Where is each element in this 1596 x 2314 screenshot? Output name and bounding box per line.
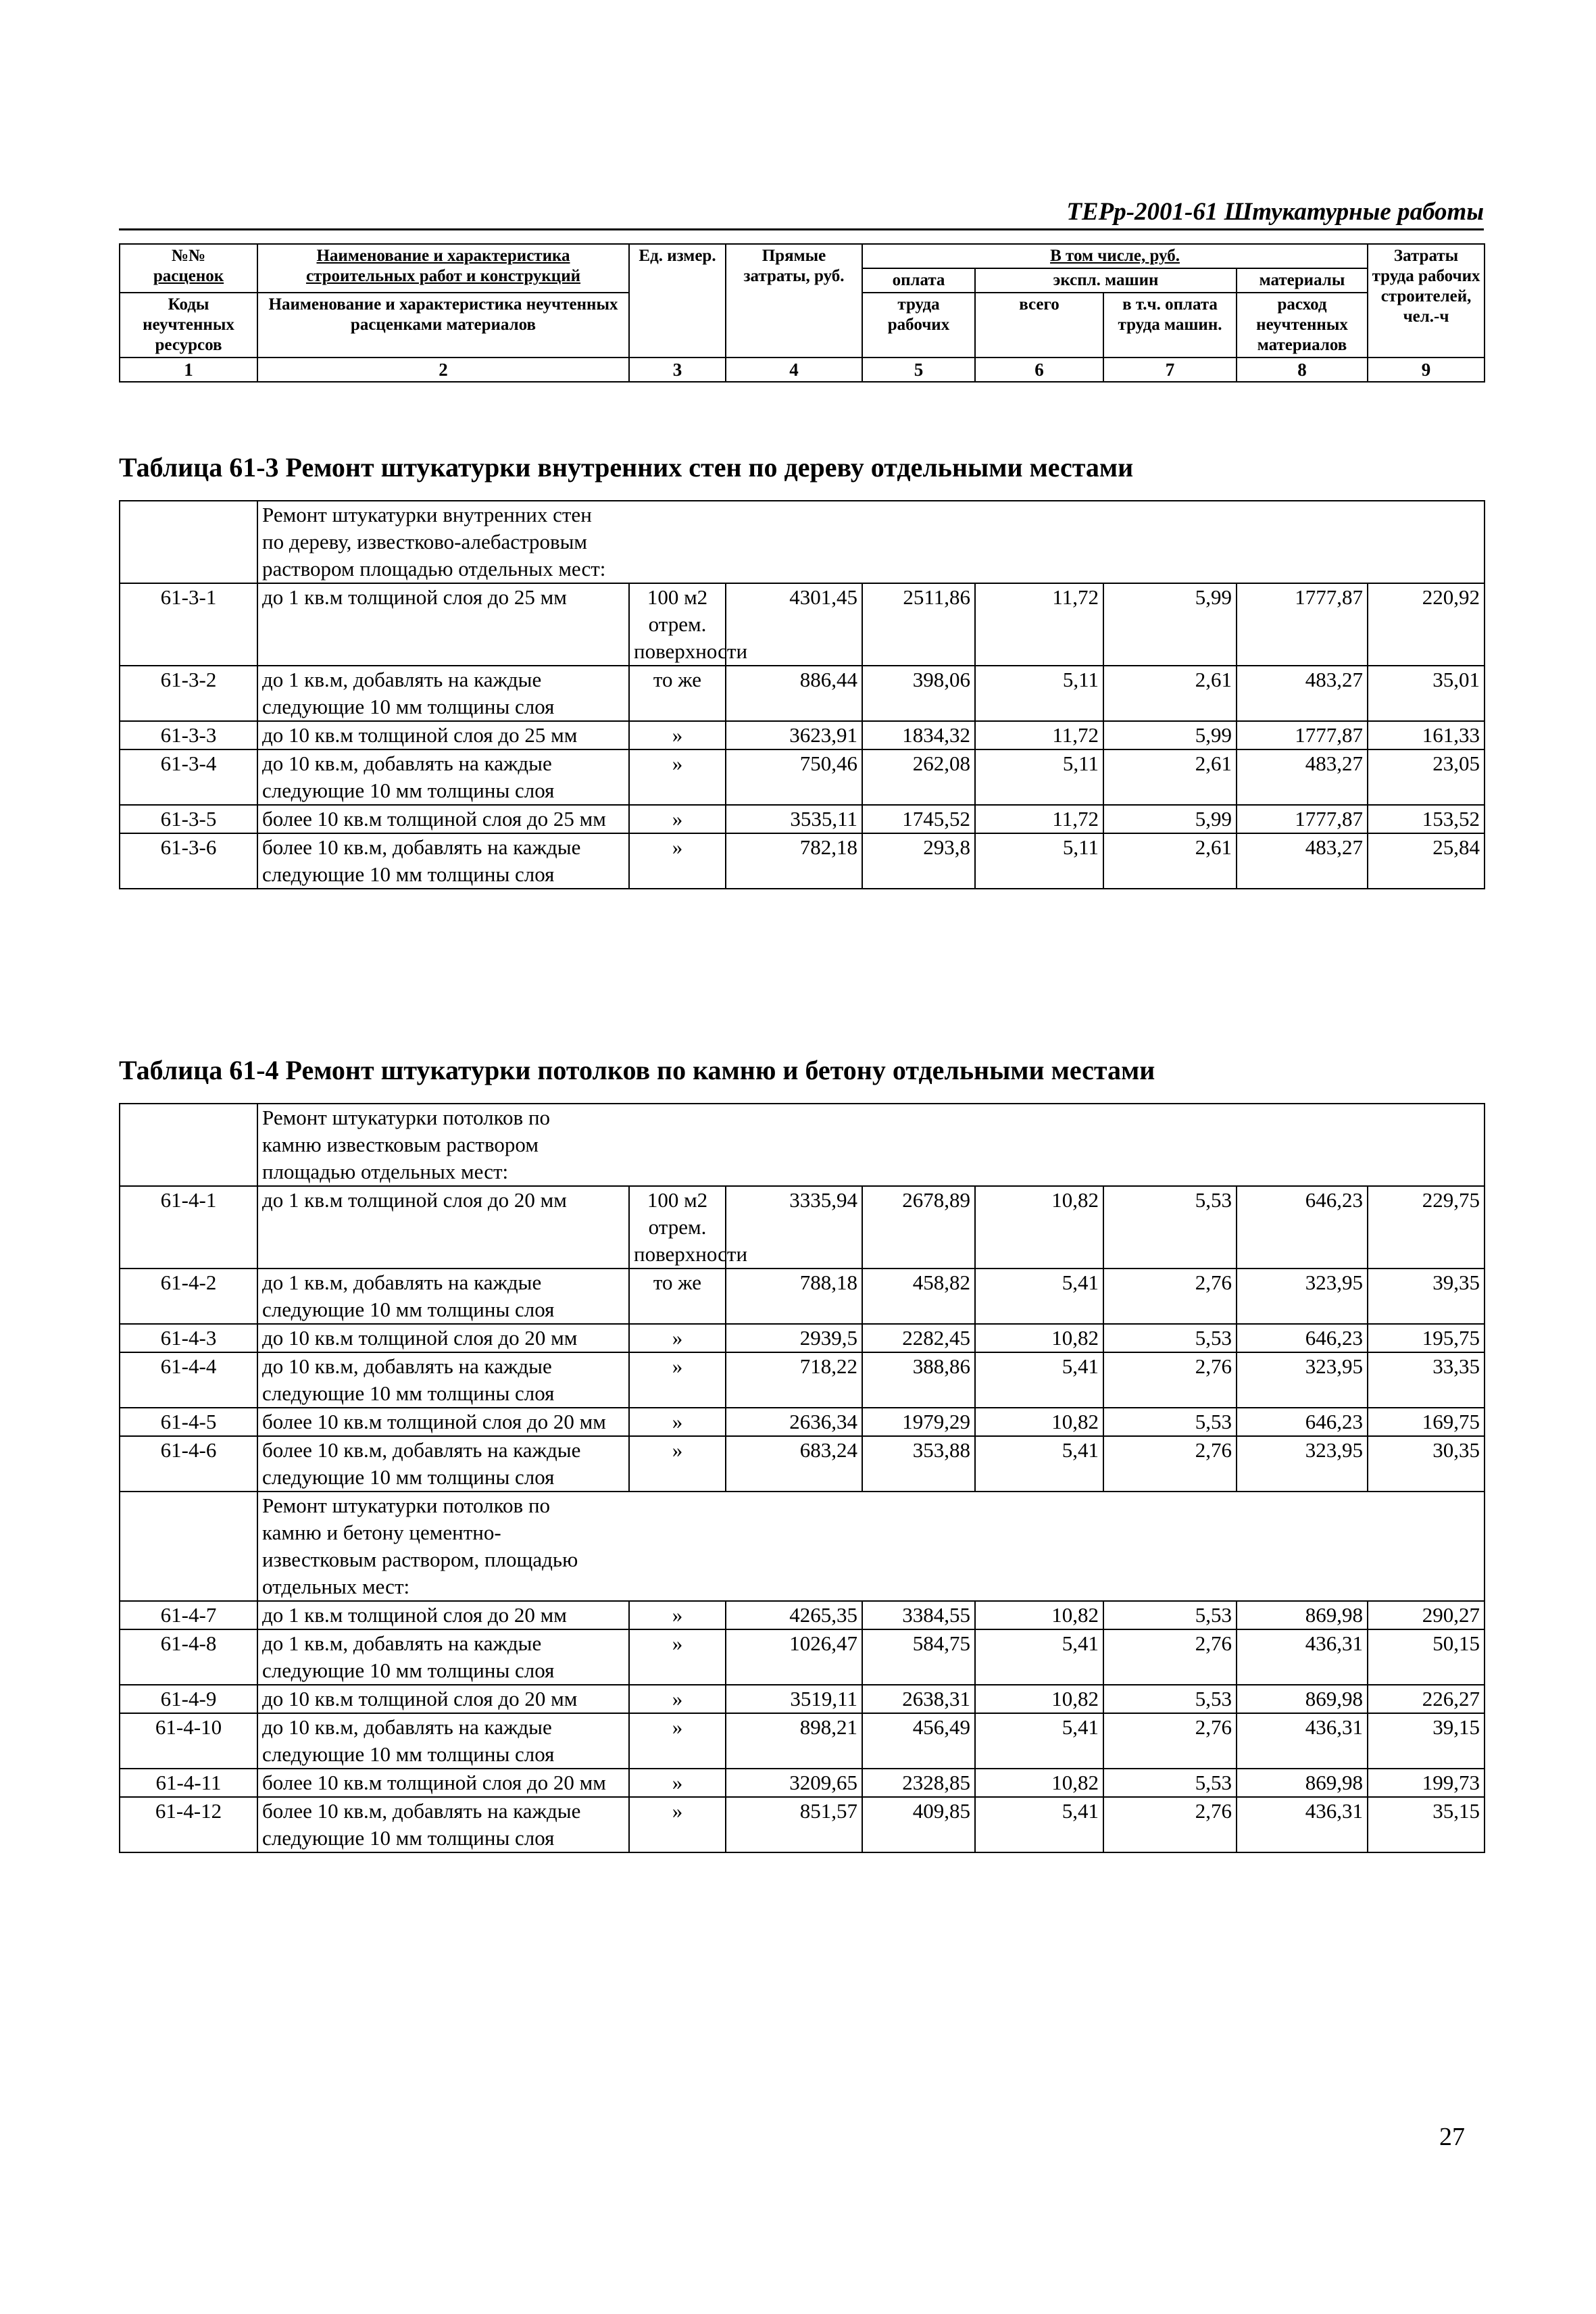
col-number: 1 [120,358,257,382]
machine-operator-pay: 5,53 [1103,1601,1237,1629]
labor-hours: 199,73 [1368,1769,1485,1797]
group-code-cell [120,1492,257,1601]
work-description: до 1 кв.м, добавлять на каждые следующие 10 мм толщины слоя [257,666,629,721]
labor-hours: 30,35 [1368,1436,1485,1492]
materials-cost: 323,95 [1237,1269,1368,1324]
labor-hours: 50,15 [1368,1629,1485,1685]
machine-costs-total: 10,82 [975,1186,1103,1269]
header-pay-top: оплата [862,268,975,293]
labor-hours: 290,27 [1368,1601,1485,1629]
work-description: более 10 кв.м толщиной слоя до 20 мм [257,1769,629,1797]
header-col3: Ед. измер. [629,244,726,358]
worker-pay: 398,06 [862,666,975,721]
labor-hours: 23,05 [1368,749,1485,805]
group-text: Ремонт штукатурки внутренних стен по дереву, известково-алебастровым раствором площадью отдельных мест: [262,503,606,581]
unit-of-measure: » [629,749,726,805]
col-number: 2 [257,358,629,382]
labor-hours: 35,01 [1368,666,1485,721]
unit-of-measure: » [629,1408,726,1436]
machine-operator-pay: 5,99 [1103,805,1237,833]
header-col2-top: Наименование и характеристика строительных работ и конструкций [257,244,629,293]
machine-costs-total: 10,82 [975,1685,1103,1713]
table-61-4-caption: Таблица 61-4 Ремонт штукатурки потолков по камню и бетону отдельными местами [119,1055,1155,1085]
materials-cost: 436,31 [1237,1713,1368,1769]
header-col1-top [120,244,257,293]
direct-costs: 750,46 [726,749,862,805]
table-row [120,1324,1485,1352]
worker-pay: 1979,29 [862,1408,975,1436]
table-row [120,1713,1485,1769]
materials-cost: 436,31 [1237,1797,1368,1852]
machine-operator-pay: 2,61 [1103,749,1237,805]
table-row [120,1186,1485,1269]
machine-costs-total: 11,72 [975,805,1103,833]
rate-code: 61-4-7 [120,1601,257,1629]
machine-operator-pay: 2,61 [1103,666,1237,721]
machine-operator-pay: 2,76 [1103,1436,1237,1492]
header-col4: Прямые затраты, руб. [726,244,862,358]
materials-cost: 869,98 [1237,1769,1368,1797]
page-number: 27 [1439,2123,1465,2151]
direct-costs: 2939,5 [726,1324,862,1352]
table-61-3-rows [120,583,1485,889]
materials-cost: 483,27 [1237,749,1368,805]
labor-hours: 220,92 [1368,583,1485,666]
work-description: до 10 кв.м, добавлять на каждые следующие 10 мм толщины слоя [257,1352,629,1408]
header-labor: Затраты труда рабочих строителей, чел.-ч [1368,244,1485,358]
materials-cost: 646,23 [1237,1324,1368,1352]
col-number: 5 [862,358,975,382]
worker-pay: 262,08 [862,749,975,805]
header-col1-numsign: №№ [171,247,206,265]
rate-code: 61-4-9 [120,1685,257,1713]
work-description: до 1 кв.м толщиной слоя до 20 мм [257,1601,629,1629]
machine-operator-pay: 2,76 [1103,1352,1237,1408]
worker-pay: 3384,55 [862,1601,975,1629]
worker-pay: 409,85 [862,1797,975,1852]
materials-cost: 323,95 [1237,1352,1368,1408]
work-description: до 10 кв.м толщиной слоя до 20 мм [257,1324,629,1352]
machine-costs-total: 5,41 [975,1269,1103,1324]
unit-of-measure: то же [629,666,726,721]
work-description: более 10 кв.м, добавлять на каждые следующие 10 мм толщины слоя [257,1436,629,1492]
direct-costs: 683,24 [726,1436,862,1492]
col-number: 6 [975,358,1103,382]
table-row [120,583,1485,666]
machine-costs-total: 5,41 [975,1352,1103,1408]
rate-code: 61-3-2 [120,666,257,721]
machine-costs-total: 10,82 [975,1408,1103,1436]
machine-operator-pay: 5,53 [1103,1685,1237,1713]
table-row [120,1269,1485,1324]
machine-costs-total: 5,11 [975,833,1103,889]
machine-costs-total: 5,41 [975,1436,1103,1492]
unit-of-measure: то же [629,1269,726,1324]
table-row [120,1629,1485,1685]
rate-code: 61-4-1 [120,1186,257,1269]
unit-of-measure: 100 м2 отрем. поверхности [629,1186,726,1269]
col-number: 8 [1237,358,1368,382]
direct-costs: 788,18 [726,1269,862,1324]
group-code-cell [120,1104,257,1186]
unit-of-measure: » [629,833,726,889]
rate-code: 61-4-2 [120,1269,257,1324]
table-row [120,1352,1485,1408]
labor-hours: 169,75 [1368,1408,1485,1436]
direct-costs: 3335,94 [726,1186,862,1269]
header-col1-bottom: Коды неучтенных ресурсов [120,293,257,358]
table-row [120,833,1485,889]
unit-of-measure: » [629,1769,726,1797]
table-row [120,1408,1485,1436]
machine-costs-total: 5,41 [975,1629,1103,1685]
header-materials-top: материалы [1237,268,1368,293]
col-number: 7 [1103,358,1237,382]
worker-pay: 388,86 [862,1352,975,1408]
work-description: до 1 кв.м толщиной слоя до 25 мм [257,583,629,666]
worker-pay: 2282,45 [862,1324,975,1352]
rate-code: 61-4-12 [120,1797,257,1852]
work-description: до 1 кв.м толщиной слоя до 20 мм [257,1186,629,1269]
direct-costs: 1026,47 [726,1629,862,1685]
table-row [120,1601,1485,1629]
table-row [120,749,1485,805]
labor-hours: 195,75 [1368,1324,1485,1352]
group-description [257,501,1485,583]
materials-cost: 1777,87 [1237,805,1368,833]
work-description: более 10 кв.м, добавлять на каждые следующие 10 мм толщины слоя [257,1797,629,1852]
materials-cost: 1777,87 [1237,721,1368,749]
machine-operator-pay: 5,53 [1103,1408,1237,1436]
unit-of-measure: » [629,1629,726,1685]
column-header-table [119,243,1485,383]
machine-operator-pay: 5,99 [1103,583,1237,666]
worker-pay: 2328,85 [862,1769,975,1797]
work-description: до 10 кв.м толщиной слоя до 20 мм [257,1685,629,1713]
table-61-3 [119,500,1485,889]
work-description: до 1 кв.м, добавлять на каждые следующие 10 мм толщины слоя [257,1629,629,1685]
materials-cost: 483,27 [1237,666,1368,721]
unit-of-measure: » [629,721,726,749]
machine-costs-total: 5,41 [975,1797,1103,1852]
direct-costs: 782,18 [726,833,862,889]
direct-costs: 898,21 [726,1713,862,1769]
work-description: до 1 кв.м, добавлять на каждые следующие 10 мм толщины слоя [257,1269,629,1324]
machine-operator-pay: 2,76 [1103,1269,1237,1324]
machine-costs-total: 10,82 [975,1324,1103,1352]
labor-hours: 39,15 [1368,1713,1485,1769]
materials-cost: 483,27 [1237,833,1368,889]
direct-costs: 3519,11 [726,1685,862,1713]
worker-pay: 1745,52 [862,805,975,833]
col-number: 3 [629,358,726,382]
machine-costs-total: 11,72 [975,583,1103,666]
group-text: Ремонт штукатурки потолков по камню известковым раствором площадью отдельных мест: [262,1106,551,1183]
header-machines-incl: в т.ч. оплата труда машин. [1103,293,1237,358]
machine-operator-pay: 5,53 [1103,1769,1237,1797]
direct-costs: 886,44 [726,666,862,721]
header-pay-bottom: труда рабочих [862,293,975,358]
group-text: Ремонт штукатурки потолков по камню и бетону цементно-известковым раствором, площадью отдельных мест: [262,1494,578,1598]
unit-of-measure: » [629,1436,726,1492]
worker-pay: 1834,32 [862,721,975,749]
materials-cost: 323,95 [1237,1436,1368,1492]
rate-code: 61-4-4 [120,1352,257,1408]
direct-costs: 718,22 [726,1352,862,1408]
header-col2-bottom: Наименование и характеристика неучтенных расценками материалов [257,293,629,358]
machine-costs-total: 5,11 [975,666,1103,721]
rate-code: 61-4-5 [120,1408,257,1436]
materials-cost: 646,23 [1237,1408,1368,1436]
table-61-4-rows-group1 [120,1186,1485,1492]
unit-of-measure: » [629,1713,726,1769]
direct-costs: 3535,11 [726,805,862,833]
rate-code: 61-4-3 [120,1324,257,1352]
machine-operator-pay: 2,61 [1103,833,1237,889]
rate-code: 61-4-6 [120,1436,257,1492]
work-description: более 10 кв.м, добавлять на каждые следующие 10 мм толщины слоя [257,833,629,889]
labor-hours: 229,75 [1368,1186,1485,1269]
table-row [120,1436,1485,1492]
rate-code: 61-3-3 [120,721,257,749]
col-number: 9 [1368,358,1485,382]
running-header [119,196,1484,230]
materials-cost: 869,98 [1237,1685,1368,1713]
machine-operator-pay: 5,53 [1103,1324,1237,1352]
group-description [257,1492,1485,1601]
group-code-cell [120,501,257,583]
materials-cost: 436,31 [1237,1629,1368,1685]
rate-code: 61-3-4 [120,749,257,805]
direct-costs: 851,57 [726,1797,862,1852]
rate-code: 61-4-11 [120,1769,257,1797]
direct-costs: 4301,45 [726,583,862,666]
labor-hours: 33,35 [1368,1352,1485,1408]
unit-of-measure: » [629,1797,726,1852]
labor-hours: 153,52 [1368,805,1485,833]
labor-hours: 226,27 [1368,1685,1485,1713]
direct-costs: 2636,34 [726,1408,862,1436]
rate-code: 61-3-1 [120,583,257,666]
worker-pay: 458,82 [862,1269,975,1324]
unit-of-measure: » [629,1352,726,1408]
table-61-3-caption: Таблица 61-3 Ремонт штукатурки внутренних стен по дереву отдельными местами [119,452,1134,483]
rate-code: 61-3-5 [120,805,257,833]
machine-costs-total: 10,82 [975,1601,1103,1629]
unit-of-measure: » [629,1324,726,1352]
header-machines: экспл. машин [975,268,1237,293]
table-row [120,805,1485,833]
rate-code: 61-4-10 [120,1713,257,1769]
materials-cost: 869,98 [1237,1601,1368,1629]
rate-code: 61-3-6 [120,833,257,889]
unit-of-measure: » [629,1601,726,1629]
worker-pay: 584,75 [862,1629,975,1685]
worker-pay: 2678,89 [862,1186,975,1269]
direct-costs: 3209,65 [726,1769,862,1797]
table-61-4 [119,1103,1485,1853]
direct-costs: 3623,91 [726,721,862,749]
machine-operator-pay: 2,76 [1103,1797,1237,1852]
running-title: ТЕРр-2001-61 Штукатурные работы [1066,198,1484,226]
machine-costs-total: 5,11 [975,749,1103,805]
work-description: до 10 кв.м, добавлять на каждые следующие 10 мм толщины слоя [257,1713,629,1769]
worker-pay: 456,49 [862,1713,975,1769]
direct-costs: 4265,35 [726,1601,862,1629]
table-row [120,1769,1485,1797]
unit-of-measure: » [629,805,726,833]
labor-hours: 39,35 [1368,1269,1485,1324]
machine-operator-pay: 5,99 [1103,721,1237,749]
labor-hours: 35,15 [1368,1797,1485,1852]
machine-costs-total: 5,41 [975,1713,1103,1769]
header-machines-total: всего [975,293,1103,358]
header-group-label: В том числе, руб. [862,244,1368,268]
worker-pay: 2638,31 [862,1685,975,1713]
table-row [120,721,1485,749]
machine-operator-pay: 2,76 [1103,1713,1237,1769]
group-description [257,1104,1485,1186]
header-materials-bottom: расход неучтенных материалов [1237,293,1368,358]
table-row [120,666,1485,721]
header-col1-rates: расценок [153,267,224,285]
table-61-4-rows-group2 [120,1601,1485,1852]
table-row [120,1685,1485,1713]
machine-operator-pay: 5,53 [1103,1186,1237,1269]
machine-costs-total: 11,72 [975,721,1103,749]
work-description: до 10 кв.м, добавлять на каждые следующие 10 мм толщины слоя [257,749,629,805]
worker-pay: 2511,86 [862,583,975,666]
materials-cost: 646,23 [1237,1186,1368,1269]
labor-hours: 161,33 [1368,721,1485,749]
work-description: до 10 кв.м толщиной слоя до 25 мм [257,721,629,749]
work-description: более 10 кв.м толщиной слоя до 25 мм [257,805,629,833]
work-description: более 10 кв.м толщиной слоя до 20 мм [257,1408,629,1436]
table-row [120,1797,1485,1852]
materials-cost: 1777,87 [1237,583,1368,666]
unit-of-measure: 100 м2 отрем. поверхности [629,583,726,666]
rate-code: 61-4-8 [120,1629,257,1685]
labor-hours: 25,84 [1368,833,1485,889]
unit-of-measure: » [629,1685,726,1713]
worker-pay: 353,88 [862,1436,975,1492]
machine-operator-pay: 2,76 [1103,1629,1237,1685]
col-number: 4 [726,358,862,382]
worker-pay: 293,8 [862,833,975,889]
machine-costs-total: 10,82 [975,1769,1103,1797]
